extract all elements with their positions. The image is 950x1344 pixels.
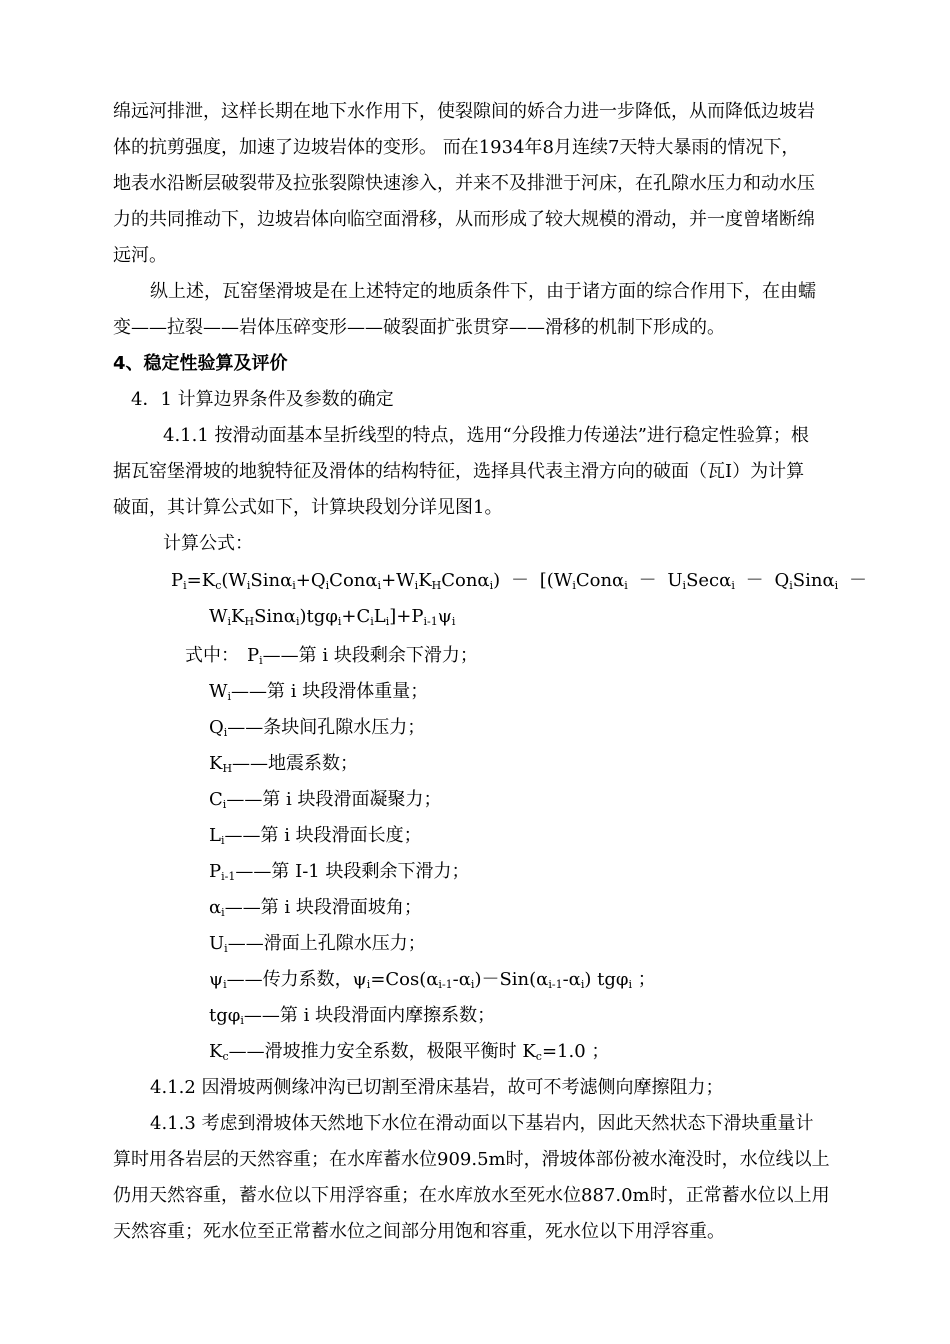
paragraph-line: 地表水沿断层破裂带及拉张裂隙快速渗入，并来不及排泄于河床，在孔隙水压力和动水压 [113, 173, 815, 194]
definition-item: $P_i——$第 i 块段剩余下滑力； [247, 645, 478, 667]
paragraph-line: 破面，其计算公式如下，计算块段划分详见图1。 [113, 497, 503, 518]
definition-item: $\psi_i——$传力系数，$\psi_i=Cos(\alpha_{i-1}-\alpha_i)-Sin(\alpha_{i-1}-\alpha_i)$ tgφ$_i$ ； [209, 969, 656, 991]
paragraph-line: 4.1.1 按滑动面基本呈折线型的特点，选用“分段推力传递法”进行稳定性验算；根 [163, 425, 809, 446]
paragraph-line: 体的抗剪强度，加速了边坡岩体的变形。 而在1934年8月连续7天特大暴雨的情况下， [113, 137, 800, 158]
paragraph-line: 4.1.2 因滑坡两侧缘冲沟已切割至滑床基岩，故可不考滤侧向摩擦阻力； [150, 1077, 724, 1098]
definition-item: tgφ$_i$——第 i 块段滑面内摩擦系数； [209, 1005, 496, 1027]
where-label: 式中： [185, 645, 239, 666]
section-heading: 4、稳定性验算及评价 [113, 353, 288, 374]
paragraph-line: 仍用天然容重，蓄水位以下用浮容重；在水库放水至死水位887.0m时，正常蓄水位以上用 [113, 1185, 830, 1206]
formula-line-2: $W_iK_HSin\alpha_i)tg\varphi_i+C_iL_i]+P_{i-1}\psi_i$ [209, 606, 456, 628]
formula-line-1: $P_i=K_c(W_iSin\alpha_i+Q_iCon\alpha_i+W_iK_HCon\alpha_i)$ － [($W_iCon\alpha_i$ － $U_iSec\alpha_i$ － $Q_iSin\alpha_i$ － [171, 570, 867, 592]
paragraph-line: 据瓦窑堡滑坡的地貌特征及滑体的结构特征，选择具代表主滑方向的破面（瓦Ⅰ）为计算 [113, 461, 805, 482]
definition-item: $L_i——$第 i 块段滑面长度； [209, 825, 422, 847]
definition-item: $K_c——$滑坡推力安全系数，极限平衡时 $K_c=1.0$ ； [209, 1041, 610, 1063]
paragraph-line: 远河。 [113, 245, 167, 266]
paragraph-line: 力的共同推动下，边坡岩体向临空面滑移，从而形成了较大规模的滑动，并一度曾堵断绵 [113, 209, 815, 230]
paragraph-line: 算时用各岩层的天然容重；在水库蓄水位909.5m时，滑坡体部份被水淹没时，水位线以上 [113, 1149, 830, 1170]
paragraph-line: 天然容重；死水位至正常蓄水位之间部分用饱和容重，死水位以下用浮容重。 [113, 1221, 725, 1242]
paragraph-line: 变——拉裂——岩体压碎变形——破裂面扩张贯穿——滑移的机制下形成的。 [113, 317, 725, 338]
definition-item: $\alpha_i——$第 i 块段滑面坡角； [209, 897, 422, 919]
paragraph-line: 4.1.3 考虑到滑坡体天然地下水位在滑动面以下基岩内，因此天然状态下滑块重量计 [150, 1113, 814, 1134]
definition-item: $U_i——$滑面上孔隙水压力； [209, 933, 426, 955]
definition-item: $W_i——$第 i 块段滑体重量； [209, 681, 429, 703]
definition-item: $Q_i——$条块间孔隙水压力； [209, 717, 426, 739]
paragraph-line: 纵上述，瓦窑堡滑坡是在上述特定的地质条件下，由于诸方面的综合作用下，在由蠕 [150, 281, 816, 302]
paragraph-line: 绵远河排泄，这样长期在地下水作用下，使裂隙间的娇合力进一步降低，从而降低边坡岩 [113, 101, 815, 122]
definition-item: $P_{i-1}——$第 I-1 块段剩余下滑力； [209, 861, 470, 883]
subsection-heading: 4．1 计算边界条件及参数的确定 [131, 389, 394, 410]
definition-item: $C_i——$第 i 块段滑面凝聚力； [209, 789, 442, 811]
definition-item: $K_H——$地震系数； [209, 753, 359, 775]
formula-label: 计算公式： [163, 533, 253, 554]
